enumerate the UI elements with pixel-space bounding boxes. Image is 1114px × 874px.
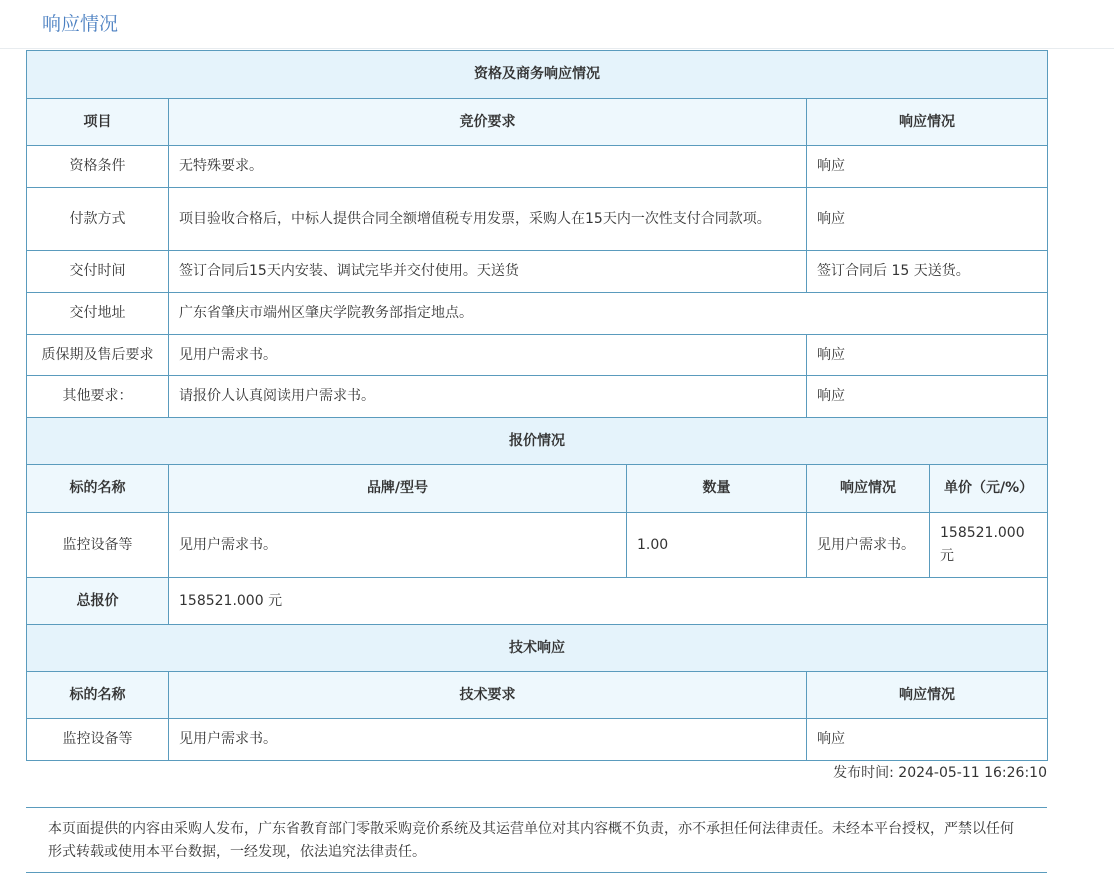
quote-qty: 1.00: [627, 513, 807, 578]
qualification-header-row: [27, 99, 1048, 146]
total-label: 总报价: [27, 578, 169, 625]
quote-response: 见用户需求书。: [807, 513, 930, 578]
col-header-brand: 品牌/型号: [169, 465, 627, 513]
quote-brand: 见用户需求书。: [169, 513, 627, 578]
col-header-name: 标的名称: [27, 465, 169, 513]
row-requirement: 无特殊要求。: [169, 146, 807, 188]
tech-name: 监控设备等: [27, 719, 169, 761]
total-value: 158521.000 元: [169, 578, 1048, 625]
col-header-tech-requirement: 技术要求: [169, 672, 807, 719]
row-requirement: 项目验收合格后，中标人提供合同全额增值税专用发票，采购人在15天内一次性支付合同款项。: [169, 188, 807, 251]
quote-title: 报价情况: [27, 418, 1048, 465]
table-row: [27, 293, 1048, 335]
publish-time: [833, 762, 1047, 784]
row-requirement: 广东省肇庆市端州区肇庆学院教务部指定地点。: [169, 293, 1048, 335]
row-requirement: 签订合同后15天内安装、调试完毕并交付使用。天送货: [169, 251, 807, 293]
quote-total-row: [27, 578, 1048, 625]
qualification-title: 资格及商务响应情况: [27, 51, 1048, 99]
row-response: 响应: [807, 335, 1048, 376]
publish-value: 2024-05-11 16:26:10: [898, 765, 1047, 781]
tech-title: 技术响应: [27, 625, 1048, 672]
row-item: 付款方式: [27, 188, 169, 251]
quote-name: 监控设备等: [27, 513, 169, 578]
row-response: 响应: [807, 146, 1048, 188]
section-title: 响应情况: [42, 13, 119, 35]
row-item: 其他要求：: [27, 376, 169, 418]
quote-price: 158521.000元: [930, 513, 1048, 578]
publish-label: 发布时间:: [833, 765, 894, 781]
tech-requirement: 见用户需求书。: [169, 719, 807, 761]
table-row: [27, 719, 1048, 761]
row-response: 响应: [807, 188, 1048, 251]
table-row: [27, 376, 1048, 418]
col-header-response: 响应情况: [807, 672, 1048, 719]
row-item: 质保期及售后要求: [27, 335, 169, 376]
row-requirement: 见用户需求书。: [169, 335, 807, 376]
quote-header-row: [27, 465, 1048, 513]
tech-response: 响应: [807, 719, 1048, 761]
col-header-response: 响应情况: [807, 99, 1048, 146]
top-divider: [0, 48, 1114, 49]
col-header-price: 单价（元/%）: [930, 465, 1048, 513]
tech-banner-row: [27, 625, 1048, 672]
col-header-name: 标的名称: [27, 672, 169, 719]
row-response: 签订合同后 15 天送货。: [807, 251, 1048, 293]
col-header-qty: 数量: [627, 465, 807, 513]
row-item: 资格条件: [27, 146, 169, 188]
qualification-banner-row: [27, 51, 1048, 99]
table-row: [27, 251, 1048, 293]
tech-header-row: [27, 672, 1048, 719]
col-header-requirement: 竞价要求: [169, 99, 807, 146]
row-response: 响应: [807, 376, 1048, 418]
row-item: 交付时间: [27, 251, 169, 293]
table-row: [27, 335, 1048, 376]
row-item: 交付地址: [27, 293, 169, 335]
table-row: [27, 513, 1048, 578]
response-table: [26, 50, 1048, 761]
row-requirement: 请报价人认真阅读用户需求书。: [169, 376, 807, 418]
col-header-response: 响应情况: [807, 465, 930, 513]
table-row: [27, 188, 1048, 251]
footer-disclaimer: 本页面提供的内容由采购人发布，广东省教育部门零散采购竞价系统及其运营单位对其内容概不负责，亦不承担任何法律责任。未经本平台授权，严禁以任何形式转载或使用本平台数据，一经发现，依法追究法律责任。: [26, 807, 1047, 873]
col-header-item: 项目: [27, 99, 169, 146]
quote-banner-row: [27, 418, 1048, 465]
table-row: [27, 146, 1048, 188]
